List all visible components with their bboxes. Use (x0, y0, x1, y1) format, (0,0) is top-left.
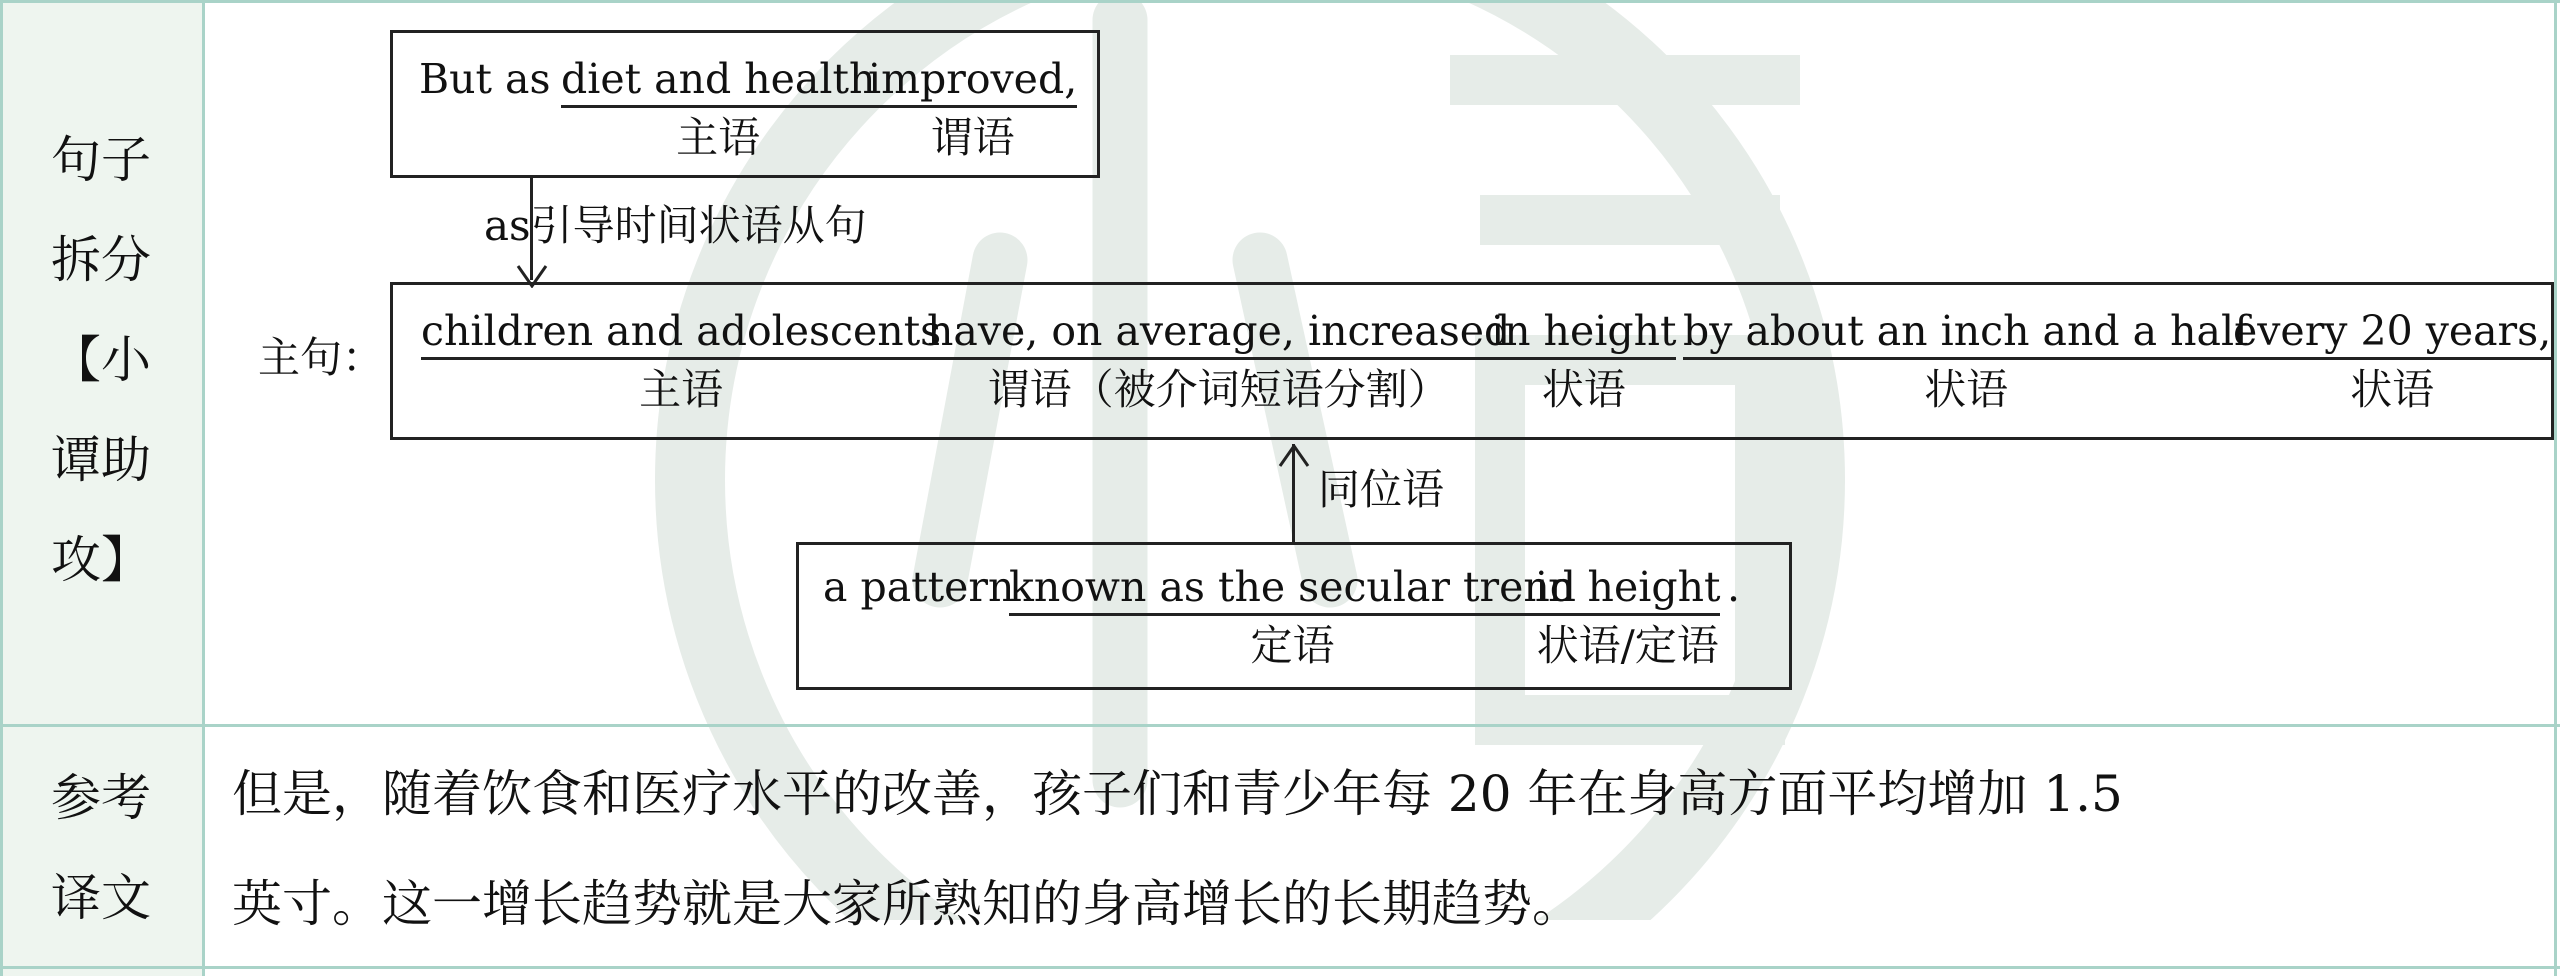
translation-line-1: 但是，随着饮食和医疗水平的改善，孩子们和青少年每 20 年在身高方面平均增加 1.5 (232, 765, 2123, 823)
translation-line-2: 英寸。这一增长趋势就是大家所熟知的身高增长的长期趋势。 (232, 875, 1582, 933)
label-reference-translation (0, 738, 202, 958)
segment-adverbial-1 (1491, 305, 1676, 418)
segment-text: have, on average, increased (927, 305, 1510, 360)
segment-predicate (927, 305, 1510, 418)
segment-role: 状语 (2350, 365, 2435, 414)
period: . (1727, 563, 1741, 611)
segment-text: every 20 years, (2233, 305, 2551, 360)
segment-role: 状语 (1541, 365, 1626, 414)
attributive-role: 定语 (1250, 621, 1335, 670)
segment-role: 主语 (639, 365, 724, 414)
label-line: 译文 (51, 869, 151, 927)
predicate-text: improved, (868, 53, 1077, 108)
adverbial-text: in height (1535, 561, 1720, 616)
segment-text: in height (1491, 305, 1676, 360)
label-line: 拆分 (51, 231, 151, 289)
attributive-text: known as the secular trend (1009, 561, 1576, 616)
arrow-note-appositive: 同位语 (1318, 465, 1445, 514)
lead-text: But as (419, 55, 551, 103)
label-line: 谭助 (51, 431, 151, 489)
subject-role: 主语 (676, 113, 761, 162)
subject-text: diet and health (561, 53, 875, 108)
main-clause-label: 主句： (258, 333, 385, 382)
segment-text: children and adolescents (421, 305, 941, 360)
segment-subject (421, 305, 941, 418)
segment-text: by about an inch and a half (1683, 305, 2249, 360)
label-sentence-split (0, 30, 202, 690)
clause-box-as (390, 30, 1100, 178)
segment-role: 谓语（被介词短语分割） (987, 365, 1450, 414)
predicate-segment (868, 53, 1077, 166)
appositive-box (796, 542, 1792, 690)
arrow-note-as-clause: as引导时间状语从句 (484, 201, 867, 250)
clause-box-main (390, 282, 2554, 440)
label-line: 攻】 (51, 531, 151, 589)
segment-adverbial-2 (1683, 305, 2249, 418)
label-line: 【小 (51, 331, 151, 389)
arrow-up-head (1278, 444, 1310, 468)
label-line: 参考 (51, 769, 151, 827)
attributive-segment (1009, 561, 1576, 674)
label-line: 句子 (51, 131, 151, 189)
segment-adverbial-3 (2233, 305, 2551, 418)
segment-role: 状语 (1924, 365, 2009, 414)
adverbial-segment (1535, 561, 1720, 674)
lead-text: a pattern (823, 563, 1015, 611)
subject-segment (561, 53, 875, 166)
predicate-role: 谓语 (930, 113, 1015, 162)
adverbial-role: 状语/定语 (1536, 621, 1719, 670)
